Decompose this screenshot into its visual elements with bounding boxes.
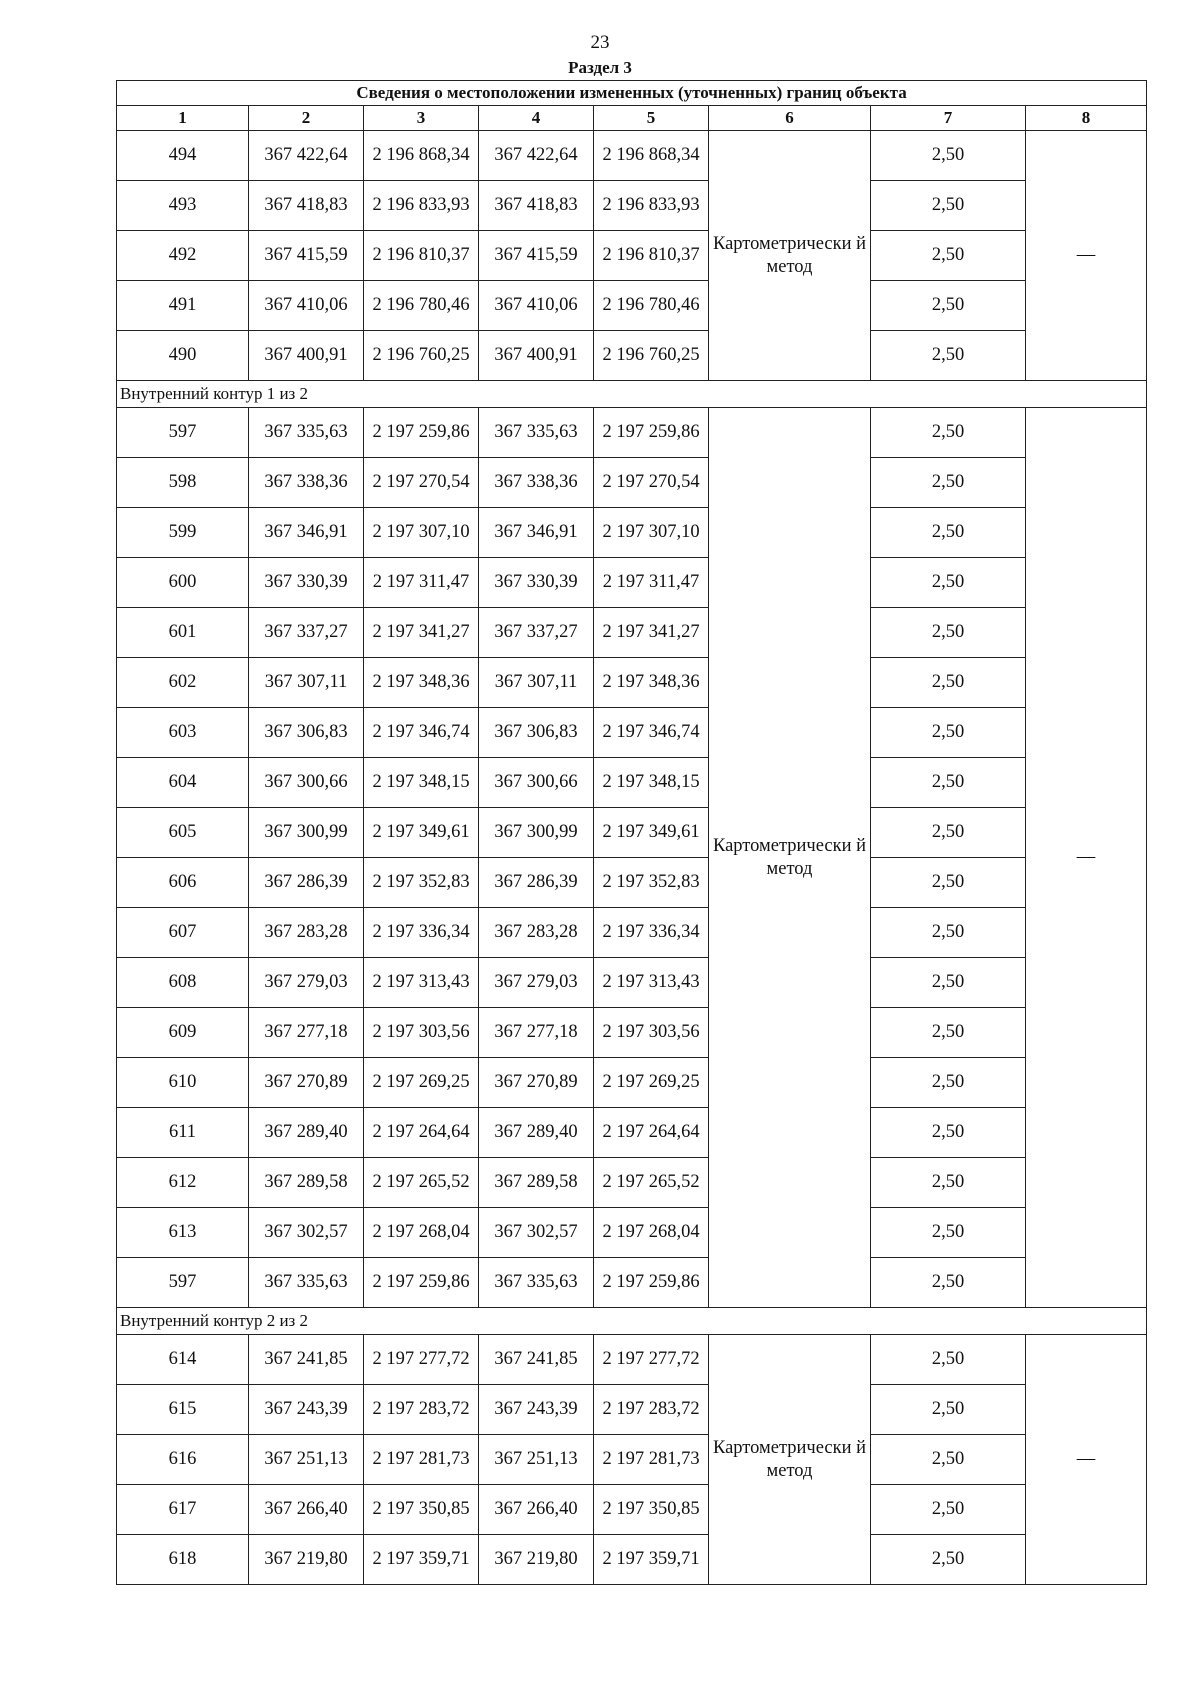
y-refined-cell: 2 197 349,61 [594,808,709,858]
accuracy-cell: 2,50 [871,558,1026,608]
point-number-cell: 598 [117,458,249,508]
x-refined-cell: 367 418,83 [479,181,594,231]
y-refined-cell: 2 197 259,86 [594,408,709,458]
y-refined-cell: 2 197 336,34 [594,908,709,958]
accuracy-cell: 2,50 [871,408,1026,458]
x-existing-cell: 367 422,64 [249,131,364,181]
x-existing-cell: 367 289,40 [249,1108,364,1158]
x-refined-cell: 367 219,80 [479,1535,594,1585]
point-number-cell: 612 [117,1158,249,1208]
y-refined-cell: 2 197 350,85 [594,1485,709,1535]
y-existing-cell: 2 197 283,72 [364,1385,479,1435]
x-refined-cell: 367 289,40 [479,1108,594,1158]
method-cell: Картометрически й метод [709,1335,871,1585]
page-number: 23 [590,32,610,53]
accuracy-cell: 2,50 [871,231,1026,281]
point-number-cell: 597 [117,408,249,458]
y-refined-cell: 2 197 359,71 [594,1535,709,1585]
y-refined-cell: 2 197 346,74 [594,708,709,758]
x-refined-cell: 367 300,66 [479,758,594,808]
point-number-cell: 608 [117,958,249,1008]
point-number-cell: 603 [117,708,249,758]
boundary-coordinates-table [116,80,1147,1585]
y-existing-cell: 2 197 341,27 [364,608,479,658]
accuracy-cell: 2,50 [871,1158,1026,1208]
accuracy-cell: 2,50 [871,508,1026,558]
accuracy-cell: 2,50 [871,858,1026,908]
x-refined-cell: 367 289,58 [479,1158,594,1208]
x-existing-cell: 367 289,58 [249,1158,364,1208]
accuracy-cell: 2,50 [871,331,1026,381]
x-existing-cell: 367 302,57 [249,1208,364,1258]
x-existing-cell: 367 300,99 [249,808,364,858]
table-row [117,1485,1147,1535]
accuracy-cell: 2,50 [871,658,1026,708]
x-refined-cell: 367 300,99 [479,808,594,858]
x-existing-cell: 367 306,83 [249,708,364,758]
point-number-cell: 614 [117,1335,249,1385]
y-refined-cell: 2 197 264,64 [594,1108,709,1158]
table-row [117,658,1147,708]
x-refined-cell: 367 243,39 [479,1385,594,1435]
table-row [117,1158,1147,1208]
table-row [117,708,1147,758]
x-refined-cell: 367 346,91 [479,508,594,558]
x-existing-cell: 367 418,83 [249,181,364,231]
y-existing-cell: 2 197 269,25 [364,1058,479,1108]
y-existing-cell: 2 197 259,86 [364,408,479,458]
y-refined-cell: 2 197 277,72 [594,1335,709,1385]
point-number-cell: 617 [117,1485,249,1535]
accuracy-cell: 2,50 [871,608,1026,658]
column-number: 4 [479,106,594,131]
y-existing-cell: 2 197 307,10 [364,508,479,558]
accuracy-cell: 2,50 [871,1435,1026,1485]
table-row [117,131,1147,181]
accuracy-cell: 2,50 [871,1335,1026,1385]
accuracy-cell: 2,50 [871,1385,1026,1435]
table-row [117,1058,1147,1108]
point-number-cell: 602 [117,658,249,708]
table-row [117,1535,1147,1585]
y-existing-cell: 2 197 259,86 [364,1258,479,1308]
y-refined-cell: 2 196 810,37 [594,231,709,281]
y-existing-cell: 2 197 352,83 [364,858,479,908]
x-refined-cell: 367 241,85 [479,1335,594,1385]
x-existing-cell: 367 410,06 [249,281,364,331]
point-number-cell: 610 [117,1058,249,1108]
y-refined-cell: 2 197 259,86 [594,1258,709,1308]
x-existing-cell: 367 400,91 [249,331,364,381]
y-existing-cell: 2 197 268,04 [364,1208,479,1258]
point-number-cell: 601 [117,608,249,658]
point-number-cell: 491 [117,281,249,331]
accuracy-cell: 2,50 [871,1008,1026,1058]
x-refined-cell: 367 286,39 [479,858,594,908]
table-row [117,281,1147,331]
y-existing-cell: 2 197 311,47 [364,558,479,608]
table-row [117,1208,1147,1258]
y-existing-cell: 2 197 265,52 [364,1158,479,1208]
accuracy-cell: 2,50 [871,958,1026,1008]
accuracy-cell: 2,50 [871,1208,1026,1258]
contour-label: Внутренний контур 1 из 2 [117,381,1147,408]
y-refined-cell: 2 197 352,83 [594,858,709,908]
y-existing-cell: 2 196 868,34 [364,131,479,181]
x-existing-cell: 367 330,39 [249,558,364,608]
x-existing-cell: 367 300,66 [249,758,364,808]
table-row [117,1108,1147,1158]
table-row [117,331,1147,381]
accuracy-cell: 2,50 [871,1535,1026,1585]
x-refined-cell: 367 335,63 [479,408,594,458]
method-cell: Картометрически й метод [709,131,871,381]
point-number-cell: 607 [117,908,249,958]
y-existing-cell: 2 197 359,71 [364,1535,479,1585]
x-refined-cell: 367 410,06 [479,281,594,331]
accuracy-cell: 2,50 [871,458,1026,508]
point-number-cell: 613 [117,1208,249,1258]
x-refined-cell: 367 302,57 [479,1208,594,1258]
accuracy-cell: 2,50 [871,708,1026,758]
x-existing-cell: 367 266,40 [249,1485,364,1535]
point-number-cell: 599 [117,508,249,558]
y-refined-cell: 2 197 313,43 [594,958,709,1008]
column-number: 7 [871,106,1026,131]
x-existing-cell: 367 241,85 [249,1335,364,1385]
y-refined-cell: 2 196 868,34 [594,131,709,181]
y-existing-cell: 2 196 780,46 [364,281,479,331]
table-row [117,1385,1147,1435]
x-existing-cell: 367 338,36 [249,458,364,508]
x-refined-cell: 367 307,11 [479,658,594,708]
y-refined-cell: 2 197 348,15 [594,758,709,808]
accuracy-cell: 2,50 [871,1108,1026,1158]
y-refined-cell: 2 197 265,52 [594,1158,709,1208]
point-number-cell: 597 [117,1258,249,1308]
table-row [117,1008,1147,1058]
y-refined-cell: 2 197 303,56 [594,1008,709,1058]
column8-cell: — [1026,408,1147,1308]
column-number: 5 [594,106,709,131]
y-existing-cell: 2 197 348,36 [364,658,479,708]
table-row [117,558,1147,608]
point-number-cell: 616 [117,1435,249,1485]
point-number-cell: 490 [117,331,249,381]
column-number: 2 [249,106,364,131]
table-row [117,1258,1147,1308]
y-refined-cell: 2 196 780,46 [594,281,709,331]
x-existing-cell: 367 279,03 [249,958,364,1008]
table-row [117,458,1147,508]
table-row [117,1435,1147,1485]
x-refined-cell: 367 337,27 [479,608,594,658]
y-existing-cell: 2 197 336,34 [364,908,479,958]
accuracy-cell: 2,50 [871,1258,1026,1308]
accuracy-cell: 2,50 [871,808,1026,858]
x-refined-cell: 367 270,89 [479,1058,594,1108]
y-existing-cell: 2 197 349,61 [364,808,479,858]
x-refined-cell: 367 338,36 [479,458,594,508]
point-number-cell: 600 [117,558,249,608]
y-existing-cell: 2 197 346,74 [364,708,479,758]
y-refined-cell: 2 197 269,25 [594,1058,709,1108]
point-number-cell: 492 [117,231,249,281]
point-number-cell: 618 [117,1535,249,1585]
accuracy-cell: 2,50 [871,758,1026,808]
y-refined-cell: 2 197 307,10 [594,508,709,558]
column-number: 8 [1026,106,1147,131]
y-refined-cell: 2 197 348,36 [594,658,709,708]
point-number-cell: 493 [117,181,249,231]
section-title: Раздел 3 [568,58,632,77]
table-row [117,758,1147,808]
y-refined-cell: 2 196 833,93 [594,181,709,231]
x-existing-cell: 367 243,39 [249,1385,364,1435]
point-number-cell: 494 [117,131,249,181]
contour-row [117,1308,1147,1335]
accuracy-cell: 2,50 [871,281,1026,331]
y-existing-cell: 2 196 833,93 [364,181,479,231]
table-row [117,808,1147,858]
accuracy-cell: 2,50 [871,908,1026,958]
column-number: 1 [117,106,249,131]
x-existing-cell: 367 277,18 [249,1008,364,1058]
table-row [117,908,1147,958]
x-refined-cell: 367 422,64 [479,131,594,181]
table-row [117,608,1147,658]
table-caption: Сведения о местоположении измененных (уточненных) границ объекта [117,81,1147,106]
method-cell: Картометрически й метод [709,408,871,1308]
x-refined-cell: 367 251,13 [479,1435,594,1485]
accuracy-cell: 2,50 [871,1058,1026,1108]
y-refined-cell: 2 196 760,25 [594,331,709,381]
x-refined-cell: 367 306,83 [479,708,594,758]
table-row [117,958,1147,1008]
y-refined-cell: 2 197 281,73 [594,1435,709,1485]
y-existing-cell: 2 197 350,85 [364,1485,479,1535]
x-refined-cell: 367 335,63 [479,1258,594,1308]
point-number-cell: 606 [117,858,249,908]
point-number-cell: 604 [117,758,249,808]
column8-cell: — [1026,1335,1147,1585]
x-refined-cell: 367 277,18 [479,1008,594,1058]
x-refined-cell: 367 400,91 [479,331,594,381]
y-refined-cell: 2 197 268,04 [594,1208,709,1258]
x-existing-cell: 367 335,63 [249,408,364,458]
y-refined-cell: 2 197 283,72 [594,1385,709,1435]
table-row [117,181,1147,231]
x-refined-cell: 367 283,28 [479,908,594,958]
x-existing-cell: 367 337,27 [249,608,364,658]
y-existing-cell: 2 197 270,54 [364,458,479,508]
point-number-cell: 611 [117,1108,249,1158]
x-refined-cell: 367 279,03 [479,958,594,1008]
point-number-cell: 609 [117,1008,249,1058]
y-existing-cell: 2 197 281,73 [364,1435,479,1485]
y-refined-cell: 2 197 341,27 [594,608,709,658]
x-existing-cell: 367 346,91 [249,508,364,558]
y-refined-cell: 2 197 311,47 [594,558,709,608]
point-number-cell: 615 [117,1385,249,1435]
x-existing-cell: 367 283,28 [249,908,364,958]
contour-label: Внутренний контур 2 из 2 [117,1308,1147,1335]
column-number-row [117,106,1147,131]
x-refined-cell: 367 330,39 [479,558,594,608]
accuracy-cell: 2,50 [871,181,1026,231]
x-existing-cell: 367 270,89 [249,1058,364,1108]
y-existing-cell: 2 196 760,25 [364,331,479,381]
table-row [117,408,1147,458]
x-existing-cell: 367 251,13 [249,1435,364,1485]
y-existing-cell: 2 196 810,37 [364,231,479,281]
point-number-cell: 605 [117,808,249,858]
x-existing-cell: 367 307,11 [249,658,364,708]
x-existing-cell: 367 415,59 [249,231,364,281]
column-number: 6 [709,106,871,131]
x-existing-cell: 367 286,39 [249,858,364,908]
column-number: 3 [364,106,479,131]
x-refined-cell: 367 266,40 [479,1485,594,1535]
table-row [117,508,1147,558]
contour-row [117,381,1147,408]
table-row [117,1335,1147,1385]
x-existing-cell: 367 219,80 [249,1535,364,1585]
y-existing-cell: 2 197 313,43 [364,958,479,1008]
y-existing-cell: 2 197 348,15 [364,758,479,808]
accuracy-cell: 2,50 [871,1485,1026,1535]
x-existing-cell: 367 335,63 [249,1258,364,1308]
y-existing-cell: 2 197 277,72 [364,1335,479,1385]
y-existing-cell: 2 197 264,64 [364,1108,479,1158]
accuracy-cell: 2,50 [871,131,1026,181]
y-refined-cell: 2 197 270,54 [594,458,709,508]
x-refined-cell: 367 415,59 [479,231,594,281]
table-row [117,858,1147,908]
y-existing-cell: 2 197 303,56 [364,1008,479,1058]
table-row [117,231,1147,281]
column8-cell: — [1026,131,1147,381]
